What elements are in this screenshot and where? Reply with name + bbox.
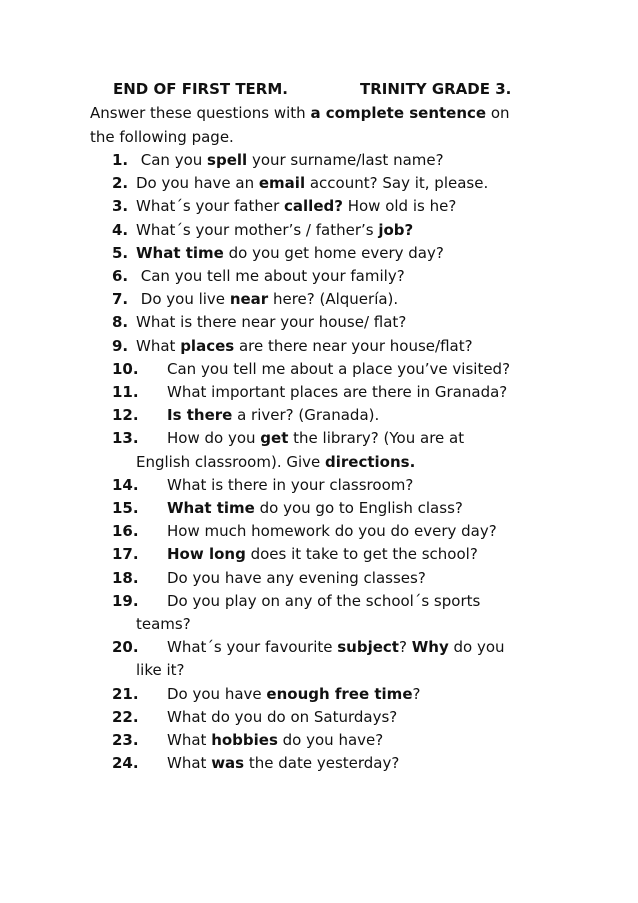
question-number: 11. [112,383,139,402]
question-item [112,520,542,543]
instructions-line2: the following page. [90,127,234,146]
question-item [112,729,542,752]
question-item [112,219,542,242]
question-emphasis: directions. [325,452,416,471]
question-emphasis: spell [207,151,248,169]
question-item [112,567,542,590]
question-text: What is there near your house/ flat? [136,313,407,332]
question-text: What´s your favourite [167,638,338,657]
question-text: like it? [136,661,185,680]
question-item [112,706,542,729]
question-text: How old is he? [342,197,457,216]
question-text: account? Say it, please. [305,174,489,193]
question-text: What´s your father [136,197,285,216]
question-text: English classroom). Give [136,452,326,471]
question-text: Do you have an [136,174,259,193]
instructions-text-end: on [486,104,510,122]
question-number: 4. [112,220,129,239]
question-emphasis: What time [167,499,255,518]
question-number: 14. [112,475,139,494]
question-text: What important places are there in Granada? [167,383,508,402]
question-number: 20. [112,638,139,657]
question-text: What [167,731,212,750]
question-item [112,543,542,566]
question-item [112,427,542,473]
question-emphasis: What time [136,243,224,262]
question-text: Can you tell me about your family? [136,267,405,286]
question-emphasis: Why [411,638,449,657]
question-number: 21. [112,684,139,703]
question-emphasis: get [260,429,289,448]
instructions-text: Answer these questions with [90,104,311,122]
question-text: What´s your mother’s / father’s [136,220,379,239]
question-text: Do you live [136,290,230,309]
question-emphasis: subject [337,638,399,657]
question-emphasis: near [229,290,269,309]
question-text: How much homework do you do every day? [167,522,497,541]
question-continuation [112,451,542,474]
question-emphasis: Is there [167,406,233,425]
question-number: 3. [112,197,129,216]
question-text: teams? [136,615,191,634]
question-text: the date yesterday? [244,754,400,773]
question-text: do you have? [277,731,384,750]
question-text: What is there in your classroom? [167,475,414,494]
question-item [112,497,542,520]
question-number: 1. [112,151,129,169]
page-title [113,80,533,102]
question-text: do you go to English class? [254,499,463,518]
question-text: a river? (Granada). [232,406,380,425]
question-item [112,172,542,195]
question-number: 15. [112,499,139,518]
question-emphasis: called? [284,197,343,216]
question-emphasis: job? [378,220,414,239]
question-number: 8. [112,313,129,332]
question-text: What [136,336,181,355]
question-text: here? (Alquería). [268,290,399,309]
instructions [90,102,530,149]
question-number: 22. [112,707,139,726]
question-text: your surname/last name? [247,151,444,169]
question-text: Do you have [167,684,267,703]
question-item [112,636,542,682]
question-emphasis: hobbies [211,731,278,750]
question-item [112,590,542,636]
question-number: 9. [112,336,129,355]
question-text: What [167,754,212,773]
question-text: the library? (You are at [288,429,465,448]
title-left: END OF FIRST TERM. [113,80,288,98]
question-item [112,335,542,358]
question-number: 19. [112,591,139,610]
question-number: 23. [112,731,139,750]
question-text: ? [412,684,421,703]
question-item [112,288,542,311]
question-number: 16. [112,522,139,541]
question-number: 6. [112,267,129,286]
question-number: 13. [112,429,139,448]
question-item [112,683,542,706]
question-text: Can you [136,151,208,169]
question-number: 17. [112,545,139,564]
question-list [112,149,542,775]
question-item [112,149,542,172]
question-text: do you get home every day? [223,243,444,262]
question-item [112,195,542,218]
question-number: 7. [112,290,129,309]
question-text: do you [448,638,505,657]
question-text: Do you play on any of the school´s sports [167,591,481,610]
question-number: 18. [112,568,139,587]
question-text: are there near your house/flat? [234,336,473,355]
title-right: TRINITY GRADE 3. [360,80,512,98]
question-number: 24. [112,754,139,773]
question-number: 10. [112,359,139,378]
question-number: 12. [112,406,139,425]
question-text: What do you do on Saturdays? [167,707,398,726]
question-item [112,752,542,775]
question-continuation [112,613,542,636]
question-emphasis: How long [167,545,246,564]
question-emphasis: places [180,336,235,355]
question-text: How do you [167,429,261,448]
question-text: Do you have any evening classes? [167,568,426,587]
question-continuation [112,659,542,682]
question-item [112,381,542,404]
question-number: 5. [112,243,129,262]
question-item [112,242,542,265]
question-item [112,474,542,497]
question-item [112,311,542,334]
question-emphasis: was [211,754,245,773]
question-emphasis: email [258,174,306,193]
question-text: does it take to get the school? [245,545,478,564]
question-emphasis: enough free time [266,684,413,703]
question-text: Can you tell me about a place you’ve visited? [167,359,511,378]
question-item [112,404,542,427]
question-number: 2. [112,174,129,193]
instructions-emphasis: a complete sentence [310,104,487,122]
question-item [112,358,542,381]
question-text: ? [398,638,412,657]
question-item [112,265,542,288]
